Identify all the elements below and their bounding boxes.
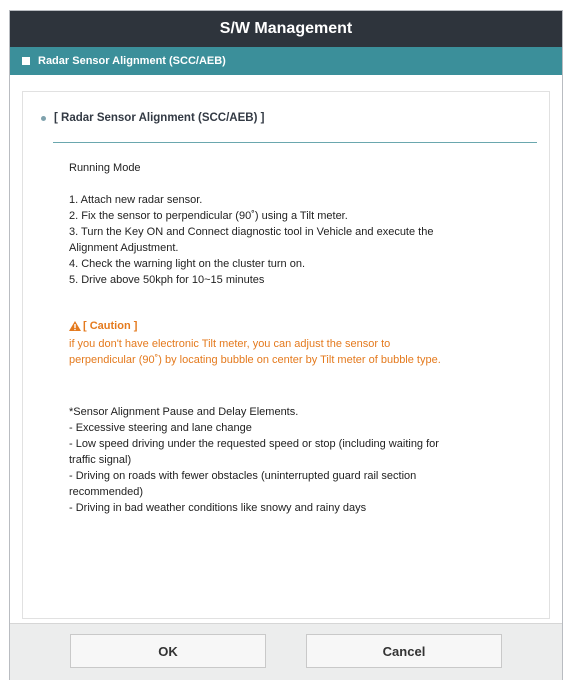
square-bullet-icon [22, 57, 30, 65]
caution-title: [ Caution ] [83, 320, 138, 332]
running-mode-label: Running Mode [69, 162, 141, 174]
section-divider [53, 142, 537, 143]
step-line: Alignment Adjustment. [69, 242, 179, 254]
window-title: S/W Management [10, 11, 562, 47]
bullet-dot-icon [41, 116, 46, 121]
note-line: traffic signal) [69, 454, 132, 466]
warning-triangle-icon [69, 321, 81, 331]
caution-line: perpendicular (90˚) by locating bubble on center by Tilt meter of bubble type. [69, 354, 441, 366]
step-line: 1. Attach new radar sensor. [69, 194, 203, 206]
ok-button[interactable]: OK [70, 634, 266, 668]
note-line: - Low speed driving under the requested speed or stop (including waiting for [69, 438, 439, 450]
note-line: - Excessive steering and lane change [69, 422, 252, 434]
subheader-bar [10, 47, 562, 75]
step-line: 4. Check the warning light on the cluster turn on. [69, 258, 306, 270]
sw-management-dialog [9, 10, 563, 680]
note-line: - Driving on roads with fewer obstacles (uninterrupted guard rail section [69, 470, 417, 482]
note-line: *Sensor Alignment Pause and Delay Elements. [69, 406, 299, 418]
caution-line: if you don't have electronic Tilt meter, you can adjust the sensor to [69, 338, 391, 350]
section-heading [41, 112, 264, 124]
subheader-label: Radar Sensor Alignment (SCC/AEB) [38, 55, 226, 67]
section-title: [ Radar Sensor Alignment (SCC/AEB) ] [54, 112, 265, 124]
step-line: 3. Turn the Key ON and Connect diagnostic tool in Vehicle and execute the [69, 226, 434, 238]
note-line: recommended) [69, 486, 143, 498]
caution-heading [69, 320, 137, 332]
dialog-footer [10, 623, 562, 680]
step-line: 2. Fix the sensor to perpendicular (90˚) using a Tilt meter. [69, 210, 348, 222]
content-panel[interactable] [22, 91, 550, 619]
step-line: 5. Drive above 50kph for 10~15 minutes [69, 274, 265, 286]
cancel-button[interactable]: Cancel [306, 634, 502, 668]
note-line: - Driving in bad weather conditions like snowy and rainy days [69, 502, 367, 514]
